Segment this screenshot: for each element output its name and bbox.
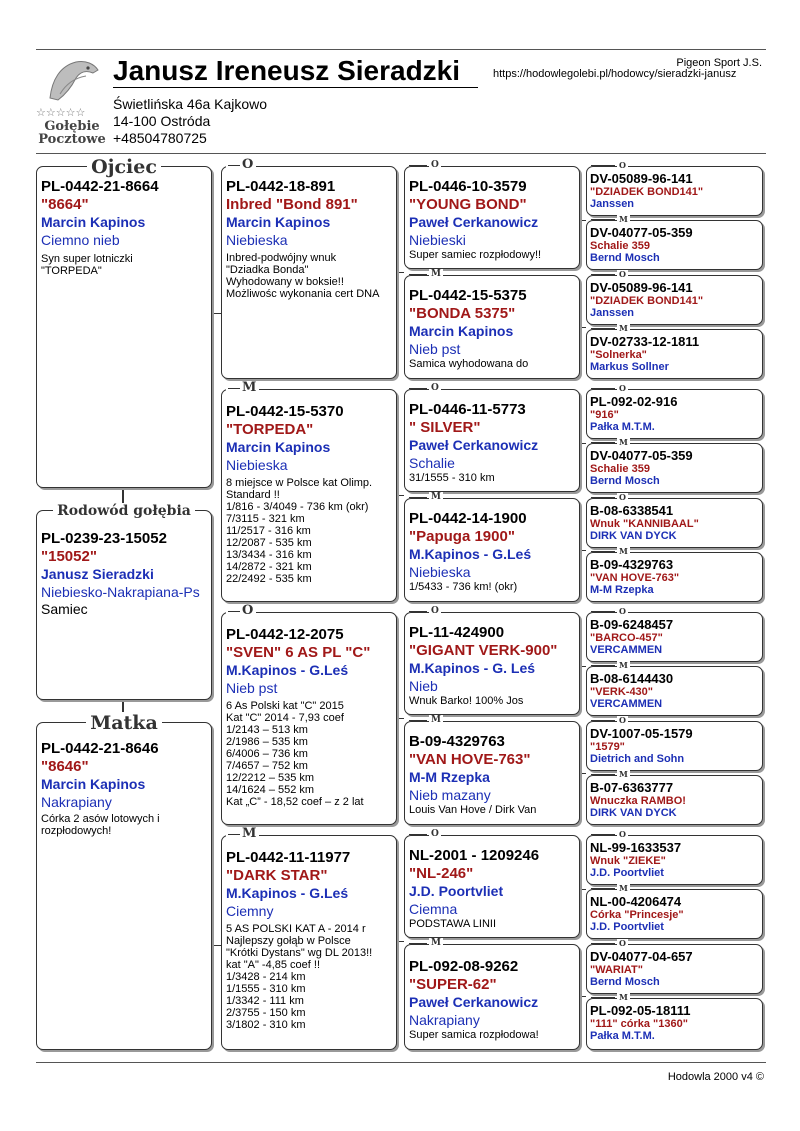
- color: Niebieska: [409, 564, 471, 580]
- owner: M.Kapinos - G.Leś: [409, 546, 532, 562]
- ancestor-card-small[interactable]: [586, 715, 763, 771]
- ancestor-card[interactable]: [404, 269, 580, 379]
- owner: Bernd Mosch: [590, 252, 660, 264]
- owner: Marcin Kapinos: [41, 776, 146, 792]
- sex-label: O: [619, 492, 626, 502]
- name-underline: [113, 87, 478, 88]
- color: Nakrapiany: [41, 794, 112, 810]
- ring-number: DV-04077-05-359: [590, 448, 693, 463]
- pigeon-name: "YOUNG BOND": [409, 196, 527, 213]
- color: Niebiesko-Nakrapiana-Ps: [41, 584, 200, 600]
- owner: Paweł Cerkanowicz: [409, 994, 539, 1010]
- sire-title: Ojciec: [37, 157, 211, 177]
- color: Nakrapiany: [409, 1012, 480, 1028]
- publisher: Pigeon Sport J.S.: [676, 57, 762, 69]
- sex-label: M: [431, 269, 441, 279]
- ring-number: PL-092-08-9262: [409, 958, 519, 975]
- owner: DIRK VAN DYCK: [590, 807, 677, 819]
- ring-number: DV-04077-04-657: [590, 949, 693, 964]
- sex-label: O: [619, 938, 626, 948]
- pigeon-name: "DZIADEK BOND141": [590, 295, 704, 307]
- connector: [580, 550, 586, 551]
- color: Nieb: [409, 678, 438, 694]
- pigeon-name: "8646": [41, 758, 89, 775]
- info: Super samica rozpłodowa!: [409, 1029, 539, 1041]
- pigeon-name: Wnuk "ZIEKE": [590, 855, 666, 867]
- pigeon-name: Inbred "Bond 891": [226, 196, 358, 213]
- ancestor-card-small[interactable]: [586, 660, 763, 716]
- ring-number: PL-0442-15-5370: [226, 403, 344, 420]
- info: Córka 2 asów lotowych i rozpłodowych!: [41, 813, 160, 837]
- owner: Janssen: [590, 198, 635, 210]
- pigeon-name: Schalie 359: [590, 463, 650, 475]
- sex-label: M: [431, 938, 441, 948]
- ring-number: NL-99-1633537: [590, 840, 682, 855]
- owner: VERCAMMEN: [590, 644, 663, 656]
- owner: Janssen: [590, 307, 635, 319]
- ring-number: PL-0442-12-2075: [226, 626, 344, 643]
- ring-number: PL-092-05-18111: [590, 1003, 691, 1018]
- connector: [397, 941, 404, 942]
- pigeon-name: "8664": [41, 196, 89, 213]
- pigeon-name: "15052": [41, 548, 97, 565]
- owner: M.Kapinos - G.Leś: [226, 885, 349, 901]
- breeder-name: Janusz Ireneusz Sieradzki: [113, 55, 461, 86]
- subject-card[interactable]: [36, 503, 212, 700]
- ancestor-card[interactable]: [404, 492, 580, 602]
- pigeon-name: "TORPEDA": [226, 421, 314, 438]
- ring-number: B-09-4329763: [590, 557, 674, 572]
- pigeon-name: "GIGANT VERK-900": [409, 642, 558, 659]
- granddam-maternal-card[interactable]: [221, 826, 397, 1050]
- sex-label: M: [619, 437, 628, 447]
- ring-number: PL-0239-23-15052: [41, 530, 167, 547]
- color: Ciemno nieb: [41, 232, 120, 248]
- info: 1/5433 - 736 km! (okr): [409, 581, 518, 593]
- connector: [580, 996, 586, 997]
- sex-label: O: [431, 829, 439, 839]
- ring-number: B-07-6363777: [590, 780, 674, 795]
- phone: +48504780725: [113, 130, 207, 146]
- owner: Dietrich and Sohn: [590, 753, 685, 765]
- pigeon-name: "DARK STAR": [226, 867, 328, 884]
- ancestor-card-small[interactable]: [586, 323, 763, 379]
- ancestor-card-small[interactable]: [586, 938, 763, 994]
- info: 5 AS POLSKI KAT A - 2014 r Najlepszy gołąb w Polsce "Krótki Dystans" wg DL 2013!! kat "A" -4,85 coef !! 1/3428 - 214 km 1/1555 - 310 km 1/3342 - 111 km 2/3755 - 150 km 3/1802 - 310 km: [226, 923, 373, 1031]
- sex-label: M: [619, 323, 628, 333]
- ring-number: NL-00-4206474: [590, 894, 682, 909]
- ring-number: PL-0442-14-1900: [409, 510, 527, 527]
- pigeon-name: "SUPER-62": [409, 976, 497, 993]
- pigeon-name: "111" córka "1360": [590, 1018, 688, 1030]
- connector: [212, 313, 221, 314]
- dam-title: Matka: [37, 713, 211, 733]
- logo: [34, 58, 110, 150]
- pigeon-name: "916": [590, 409, 619, 421]
- ancestor-card-small[interactable]: [586, 769, 763, 825]
- connector: [580, 889, 586, 890]
- sex-label: M: [619, 660, 628, 670]
- connector: [580, 327, 586, 328]
- ancestor-card-small[interactable]: [586, 214, 763, 270]
- owner: Bernd Mosch: [590, 976, 660, 988]
- pigeon-name: "NL-246": [409, 865, 474, 882]
- pigeon-name: "VAN HOVE-763": [590, 572, 680, 584]
- ring-number: B-09-4329763: [409, 733, 505, 750]
- owner: Markus Sollner: [590, 361, 669, 373]
- top-rule: [36, 49, 766, 50]
- color: Ciemna: [409, 901, 458, 917]
- sex-label: O: [619, 160, 626, 170]
- ancestor-card-small[interactable]: [586, 606, 763, 662]
- info: Wnuk Barko! 100% Jos: [409, 695, 524, 707]
- color: Schalie: [409, 455, 455, 471]
- ring-number: DV-1007-05-1579: [590, 726, 693, 741]
- sex-label: O: [619, 606, 626, 616]
- ancestor-card-small[interactable]: [586, 883, 763, 939]
- info: Syn super lotniczki "TORPEDA": [41, 253, 133, 277]
- sex-label: O: [431, 606, 439, 616]
- pigeon-name: Schalie 359: [590, 240, 650, 252]
- connector: [580, 220, 586, 221]
- owner: M-M Rzepka: [590, 584, 654, 596]
- granddam-paternal-card[interactable]: [221, 380, 397, 602]
- pigeon-name: Wnuczka RAMBO!: [590, 795, 686, 807]
- pigeon-name: "1579": [590, 741, 625, 753]
- color: Niebieska: [226, 457, 288, 473]
- connector: [397, 272, 404, 273]
- ancestor-card-small[interactable]: [586, 383, 763, 439]
- connector: [580, 773, 586, 774]
- ring-number: PL-0442-21-8646: [41, 740, 159, 757]
- ring-number: PL-0446-11-5773: [409, 401, 526, 418]
- sex-label: O: [226, 158, 256, 172]
- header-rule: [36, 153, 766, 154]
- pigeon-icon: [46, 58, 102, 104]
- ring-number: DV-05089-96-141: [590, 280, 693, 295]
- ring-number: DV-04077-05-359: [590, 225, 693, 240]
- info: 6 As Polski kat "C" 2015 Kat "C" 2014 - 7,93 coef 1/2143 – 513 km 2/1986 – 535 km 6/4006 – 736 km 7/4657 – 752 km 12/2212 – 535 km 14/1624 – 552 km Kat „C” - 18,52 coef – z 2 lat: [226, 700, 364, 808]
- owner: Marcin Kapinos: [41, 214, 146, 230]
- logo-text-1: Gołębie: [44, 119, 100, 134]
- pigeon-name: "WARIAT": [590, 964, 643, 976]
- owner: M-M Rzepka: [409, 769, 490, 785]
- info: PODSTAWA LINII: [409, 918, 496, 930]
- owner: VERCAMMEN: [590, 698, 663, 710]
- color: Niebieski: [409, 232, 466, 248]
- sex-label: O: [619, 269, 626, 279]
- ancestor-card[interactable]: [404, 160, 580, 269]
- sex-label: O: [619, 715, 626, 725]
- ancestor-card-small[interactable]: [586, 437, 763, 493]
- ancestor-card[interactable]: [404, 938, 580, 1050]
- ring-number: PL-0446-10-3579: [409, 178, 527, 195]
- owner: Janusz Sieradzki: [41, 566, 154, 582]
- owner: Marcin Kapinos: [226, 439, 331, 455]
- sex-label: M: [619, 883, 628, 893]
- pigeon-name: Wnuk "KANNIBAAL": [590, 518, 699, 530]
- info: Inbred-podwójny wnuk "Dziadka Bonda" Wyhodowany w boksie!! Możliwośc wykonania cert DNA: [226, 252, 380, 300]
- connector: [580, 666, 586, 667]
- ancestor-card[interactable]: [404, 383, 580, 492]
- pigeon-name: "Solnerka": [590, 349, 647, 361]
- pigeon-name: "BARCO-457": [590, 632, 663, 644]
- owner: M.Kapinos - G.Leś: [226, 662, 349, 678]
- owner: J.D. Poortvliet: [409, 883, 504, 899]
- owner: Marcin Kapinos: [409, 323, 514, 339]
- sex-label: O: [226, 604, 256, 618]
- ring-number: PL-0442-15-5375: [409, 287, 527, 304]
- pigeon-name: "BONDA 5375": [409, 305, 516, 322]
- sex-label: M: [619, 214, 628, 224]
- ring-number: PL-0442-11-11977: [226, 849, 351, 866]
- sex-label: O: [431, 383, 439, 393]
- pigeon-name: "Papuga 1900": [409, 528, 515, 545]
- pigeon-name: "SVEN" 6 AS PL "C": [226, 644, 371, 661]
- connector: [397, 718, 404, 719]
- info: Samica wyhodowana do: [409, 358, 529, 370]
- ancestor-card-small[interactable]: [586, 829, 763, 885]
- breeder-url[interactable]: https://hodowlegolebi.pl/hodowcy/sieradzki-janusz: [493, 68, 737, 80]
- sex-label: M: [619, 546, 628, 556]
- sire-card[interactable]: [36, 156, 212, 488]
- sex-label: M: [226, 381, 259, 395]
- pigeon-name: Córka "Princesje": [590, 909, 684, 921]
- owner: M.Kapinos - G. Leś: [409, 660, 536, 676]
- owner: Paweł Cerkanowicz: [409, 437, 539, 453]
- ancestor-card[interactable]: [404, 606, 580, 715]
- owner: Paweł Cerkanowicz: [409, 214, 539, 230]
- sex-label: M: [431, 715, 441, 725]
- sex-label: O: [619, 383, 626, 393]
- ancestor-card[interactable]: [404, 715, 580, 825]
- owner: Marcin Kapinos: [226, 214, 331, 230]
- pigeon-name: "VAN HOVE-763": [409, 751, 531, 768]
- stars: ☆☆☆☆☆: [36, 107, 86, 119]
- ancestor-card[interactable]: [404, 829, 580, 938]
- sex-label: O: [431, 160, 439, 170]
- ring-number: DV-02733-12-1811: [590, 334, 700, 349]
- ancestor-card-small[interactable]: [586, 492, 763, 548]
- sex: Samiec: [41, 601, 88, 617]
- address-line-2: 14-100 Ostróda: [113, 113, 211, 129]
- color: Nieb pst: [226, 680, 278, 696]
- ancestor-card-small[interactable]: [586, 269, 763, 325]
- color: Ciemny: [226, 903, 274, 919]
- grandsire-maternal-card[interactable]: [221, 603, 397, 825]
- logo-text-2: Pocztowe: [38, 132, 106, 147]
- color: Niebieska: [226, 232, 288, 248]
- info: 31/1555 - 310 km: [409, 472, 495, 484]
- connector: [397, 495, 404, 496]
- sex-label: M: [619, 769, 628, 779]
- ancestor-card-small[interactable]: [586, 992, 763, 1050]
- color: Nieb pst: [409, 341, 461, 357]
- info: Louis Van Hove / Dirk Van: [409, 804, 537, 816]
- sex-label: O: [619, 829, 626, 839]
- ancestor-card-small[interactable]: [586, 546, 763, 602]
- info: Super samiec rozpłodowy!!: [409, 249, 542, 261]
- owner: Pałka M.T.M.: [590, 1030, 655, 1042]
- subject-title: Rodowód gołębia: [37, 501, 211, 521]
- owner: Pałka M.T.M.: [590, 421, 655, 433]
- connector: [580, 443, 586, 444]
- sex-label: M: [431, 492, 441, 502]
- ring-number: PL-11-424900: [409, 624, 505, 641]
- ring-number: PL-092-02-916: [590, 394, 678, 409]
- sex-label: M: [226, 827, 259, 841]
- color: Nieb mazany: [409, 787, 491, 803]
- pigeon-name: " SILVER": [409, 419, 481, 436]
- owner: J.D. Poortvliet: [590, 921, 664, 933]
- owner: DIRK VAN DYCK: [590, 530, 677, 542]
- grandsire-paternal-card[interactable]: [221, 157, 397, 379]
- info: 8 miejsce w Polsce kat Olimp. Standard !! 1/816 - 3/4049 - 736 km (okr) 7/3115 - 321 km 11/2517 - 316 km 12/2087 - 535 km 13/3434 - 316 km 14/2872 - 321 km 22/2492 - 535 km: [226, 477, 373, 585]
- connector: [212, 945, 221, 946]
- ring-number: PL-0442-21-8664: [41, 178, 159, 195]
- footer-rule: [36, 1062, 766, 1063]
- owner: Bernd Mosch: [590, 475, 660, 487]
- ring-number: DV-05089-96-141: [590, 171, 693, 186]
- ring-number: PL-0442-18-891: [226, 178, 336, 195]
- ring-number: NL-2001 - 1209246: [409, 847, 540, 864]
- ancestor-card-small[interactable]: [586, 160, 763, 216]
- ring-number: B-08-6144430: [590, 671, 674, 686]
- owner: J.D. Poortvliet: [590, 867, 664, 879]
- pigeon-name: "VERK-430": [590, 686, 654, 698]
- footer-text: Hodowla 2000 v4 ©: [667, 1071, 764, 1083]
- ring-number: B-09-6248457: [590, 617, 674, 632]
- dam-card[interactable]: [36, 712, 212, 1050]
- sex-label: M: [619, 992, 628, 1002]
- ring-number: B-08-6338541: [590, 503, 674, 518]
- pigeon-name: "DZIADEK BOND141": [590, 186, 704, 198]
- address-line-1: Świetlińska 46a Kajkowo: [113, 96, 268, 112]
